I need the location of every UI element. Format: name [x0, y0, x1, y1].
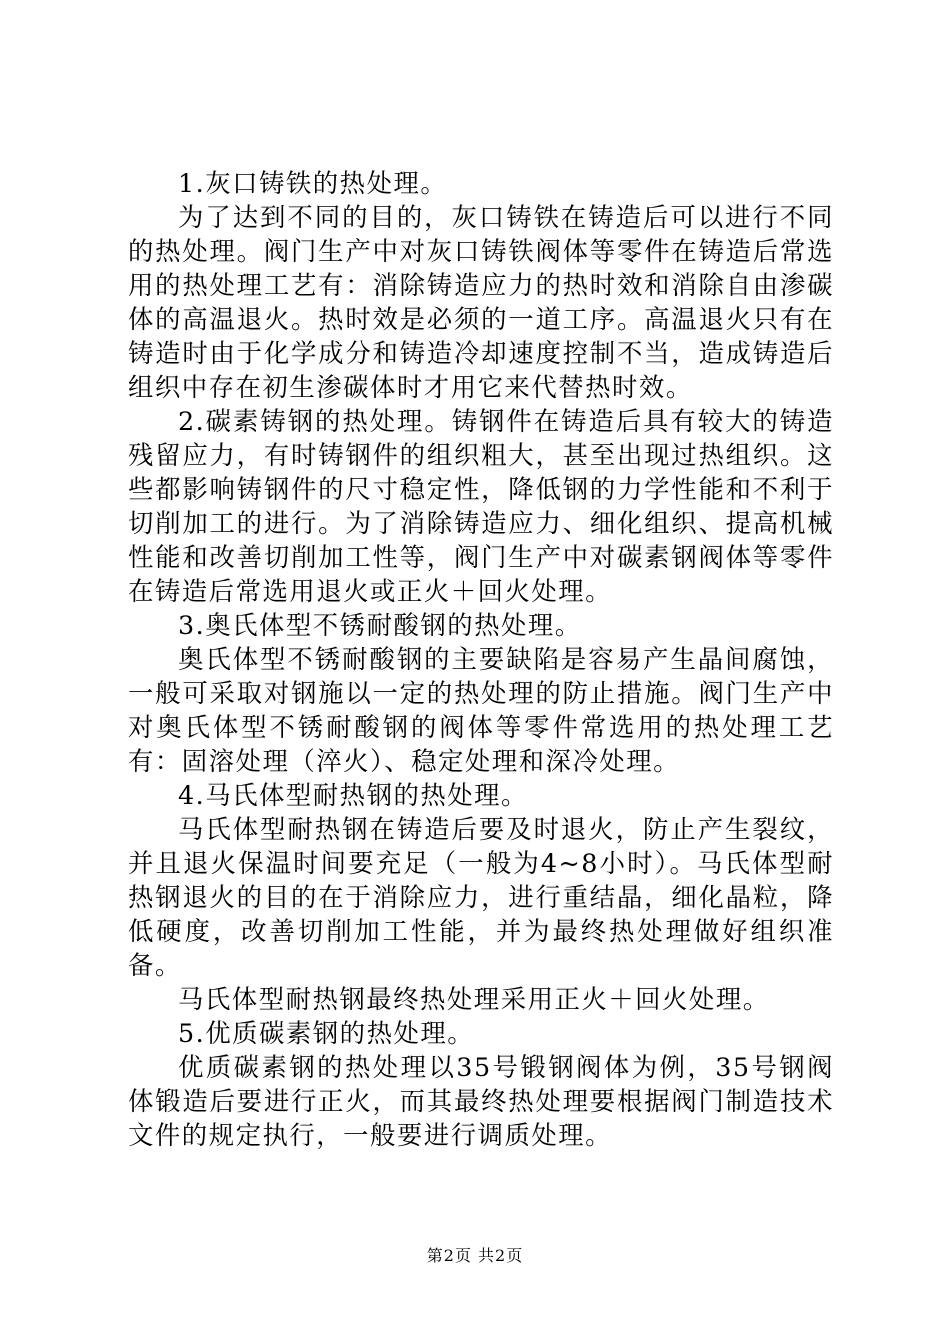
section-heading-quality-carbon-steel: 5.优质碳素钢的热处理。 [178, 1018, 475, 1048]
paragraph-quality-carbon-steel: 优质碳素钢的热处理以35号锻钢阀体为例，35号钢阀体锻造后要进行正火，而其最终热处理要根据阀门制造技术文件的规定执行，一般要进行调质处理。 [128, 1052, 834, 1150]
paragraph-martensitic-final: 马氏体型耐热钢最终热处理采用正火＋回火处理。 [178, 984, 770, 1014]
page-number-footer: 第2页 共2页 [426, 1246, 524, 1265]
paragraph-gray-iron: 为了达到不同的目的，灰口铸铁在铸造后可以进行不同的热处理。阀门生产中对灰口铸铁阀体等零件在铸造后常选用的热处理工艺有：消除铸造应力的热时效和消除自由渗碳体的高温退火。热时效是必须的一道工序。高温退火只有在铸造时由于化学成分和铸造冷却速度控制不当，造成铸造后组织中存在初生渗碳体时才用它来代替热时效。 [128, 202, 834, 402]
paragraph-austenitic-steel: 奥氏体型不锈耐酸钢的主要缺陷是容易产生晶间腐蚀，一般可采取对钢施以一定的热处理的防止措施。阀门生产中对奥氏体型不锈耐酸钢的阀体等零件常选用的热处理工艺有：固溶处理（淬火）、稳定处理和深冷处理。 [128, 644, 834, 776]
paragraph-martensitic-steel: 马氏体型耐热钢在铸造后要及时退火，防止产生裂纹，并且退火保温时间要充足（一般为4~8小时）。马氏体型耐热钢退火的目的在于消除应力，进行重结晶，细化晶粒，降低硬度，改善切削加工性能，并为最终热处理做好组织准备。 [128, 814, 834, 980]
document-body [128, 166, 834, 1152]
section-heading-austenitic-steel: 3.奥氏体型不锈耐酸钢的热处理。 [178, 610, 582, 640]
paragraph-carbon-cast-steel: 2.碳素铸钢的热处理。铸钢件在铸造后具有较大的铸造残留应力，有时铸钢件的组织粗大，甚至出现过热组织。这些都影响铸钢件的尺寸稳定性，降低钢的力学性能和不利于切削加工的进行。为了消除铸造应力、细化组织、提高机械性能和改善切削加工性等，阀门生产中对碳素钢阀体等零件在铸造后常选用退火或正火＋回火处理。 [128, 406, 834, 606]
section-heading-martensitic-steel: 4.马氏体型耐热钢的热处理。 [178, 780, 528, 810]
section-heading-gray-iron: 1.灰口铸铁的热处理。 [178, 168, 448, 198]
